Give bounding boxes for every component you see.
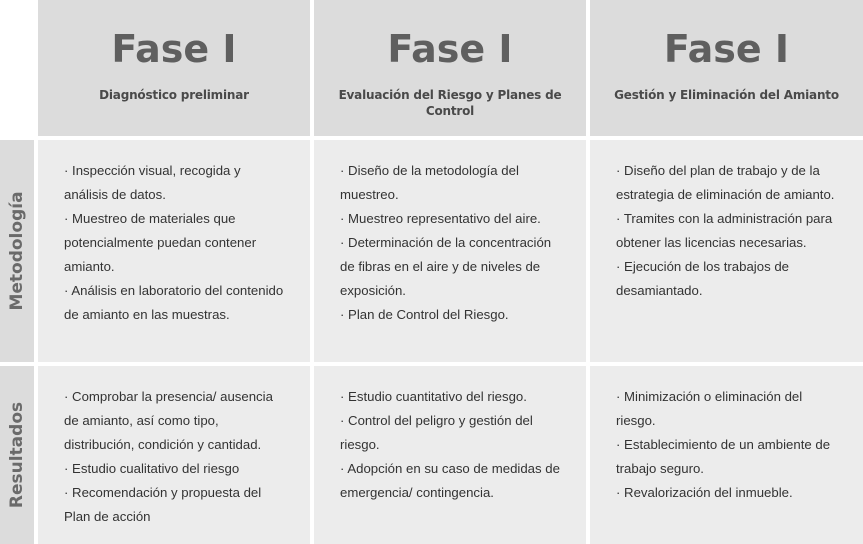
list-item: análisis de datos. xyxy=(64,187,166,202)
list-item: · Establecimiento de un ambiente de xyxy=(616,437,831,452)
cell-metodologia-1 xyxy=(38,140,310,362)
list-item: desamiantado. xyxy=(616,283,703,298)
list-item: emergencia/ contingencia. xyxy=(340,485,494,500)
cell-metodologia-2 xyxy=(314,140,586,362)
phase-header-1 xyxy=(38,0,310,136)
list-item: estrategia de eliminación de amianto. xyxy=(616,187,835,202)
list-item: · Minimización o eliminación del xyxy=(616,389,803,404)
phase-subtitle: Gestión y Eliminación del Amianto xyxy=(614,88,839,102)
cell-metodologia-3 xyxy=(590,140,863,362)
list-item: · Estudio cuantitativo del riesgo. xyxy=(340,389,527,404)
phase-title: Fase I xyxy=(111,27,237,71)
row-label-resultados xyxy=(0,366,34,544)
list-item: · Comprobar la presencia/ ausencia xyxy=(64,389,273,404)
list-item: distribución, condición y cantidad. xyxy=(64,437,262,452)
cell-resultados-2 xyxy=(314,366,586,544)
list-item: · Recomendación y propuesta del xyxy=(64,485,262,500)
list-item: · Inspección visual, recogida y xyxy=(64,163,241,178)
list-item: riesgo. xyxy=(340,437,380,452)
row-label-text: Metodología xyxy=(7,191,27,311)
list-item: · Análisis en laboratorio del contenido xyxy=(64,283,284,298)
list-item: de amianto en las muestras. xyxy=(64,307,230,322)
list-item: · Diseño del plan de trabajo y de la xyxy=(616,163,820,178)
list-item: de fibras en el aire y de niveles de xyxy=(340,259,541,274)
list-item: de amianto, así como tipo, xyxy=(64,413,219,428)
list-item: · Determinación de la concentración xyxy=(340,235,552,250)
phase-title: Fase I xyxy=(387,27,513,71)
phase-subtitle: Evaluación del Riesgo y Planes de Control xyxy=(338,88,562,118)
bullet-list xyxy=(340,385,576,505)
list-item: · Estudio cualitativo del riesgo xyxy=(64,461,240,476)
list-item: · Ejecución de los trabajos de xyxy=(616,259,790,274)
list-item: potencialmente puedan contener xyxy=(64,235,257,250)
bullet-list xyxy=(616,385,853,505)
list-item: · Muestreo representativo del aire. xyxy=(340,211,541,226)
bullet-list xyxy=(64,385,300,529)
list-item: trabajo seguro. xyxy=(616,461,704,476)
list-item: · Revalorización del inmueble. xyxy=(616,485,793,500)
list-item: · Control del peligro y gestión del xyxy=(340,413,533,428)
cell-resultados-3 xyxy=(590,366,863,544)
list-item: · Plan de Control del Riesgo. xyxy=(340,307,509,322)
cell-resultados-1 xyxy=(38,366,310,544)
list-item: · Diseño de la metodología del xyxy=(340,163,519,178)
row-label-metodologia xyxy=(0,140,34,362)
list-item: exposición. xyxy=(340,283,406,298)
list-item: amianto. xyxy=(64,259,115,274)
bullet-list xyxy=(340,159,576,327)
bullet-list xyxy=(616,159,853,303)
list-item: obtener las licencias necesarias. xyxy=(616,235,807,250)
row-label-text: Resultados xyxy=(7,401,27,509)
phase-header-2 xyxy=(314,0,586,136)
phase-title: Fase I xyxy=(663,27,790,71)
list-item: · Adopción en su caso de medidas de xyxy=(340,461,560,476)
bullet-list xyxy=(64,159,300,327)
phase-header-3 xyxy=(590,0,863,136)
list-item: Plan de acción xyxy=(64,509,151,524)
list-item: · Muestreo de materiales que xyxy=(64,211,236,226)
list-item: muestreo. xyxy=(340,187,399,202)
list-item: riesgo. xyxy=(616,413,656,428)
list-item: · Tramites con la administración para xyxy=(616,211,833,226)
phase-subtitle: Diagnóstico preliminar xyxy=(99,88,249,102)
